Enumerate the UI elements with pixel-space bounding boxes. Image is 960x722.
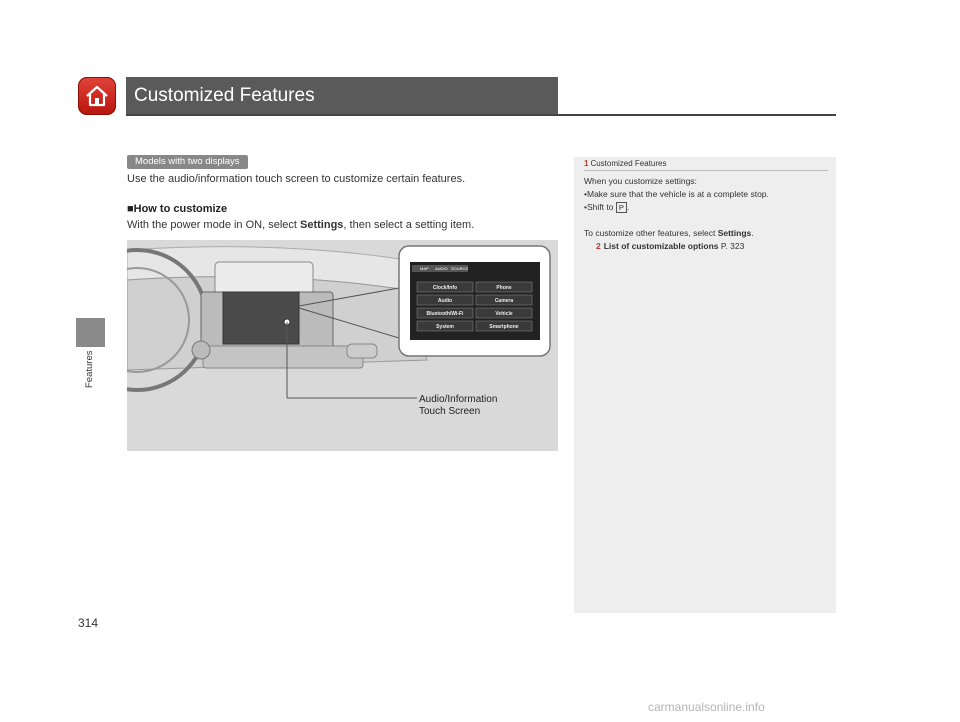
home-button[interactable] <box>78 77 116 115</box>
menu-item: Audio <box>437 298 453 304</box>
cross-reference-link[interactable]: 2 List of customizable options P. 323 <box>596 241 745 251</box>
screen-tab: SOURCE <box>451 266 469 271</box>
title-divider <box>126 114 836 116</box>
menu-item: Phone <box>496 285 512 291</box>
sidebar-panel <box>574 157 836 613</box>
section-heading: ■How to customize <box>127 203 228 215</box>
sidebar-bullet: •Shift to P . <box>584 202 630 212</box>
models-badge: Models with two displays <box>127 155 248 169</box>
menu-item: Smartphone <box>489 324 519 330</box>
chapter-label: Features <box>84 350 95 388</box>
menu-item: Clock/Info <box>432 285 458 291</box>
screen-tab: AUDIO <box>435 266 448 271</box>
sidebar-bullet: •Make sure that the vehicle is at a complete stop. <box>584 189 769 199</box>
page-title: Customized Features <box>126 77 558 114</box>
sidebar-text: When you customize settings: <box>584 176 697 186</box>
menu-item: Bluetooth/Wi-Fi <box>426 311 464 317</box>
sidebar-text: To customize other features, select Settings. <box>584 228 754 238</box>
how-to-text: With the power mode in ON, select Settings, then select a setting item. <box>127 219 475 231</box>
menu-item: System <box>436 324 454 330</box>
screen-tab-bar <box>412 265 468 272</box>
menu-item: Camera <box>494 298 514 304</box>
intro-text: Use the audio/information touch screen to customize certain features. <box>127 173 466 185</box>
screen-tab: MAP <box>420 266 429 271</box>
watermark: carmanualsonline.info <box>648 700 765 714</box>
sidebar-divider <box>584 170 828 171</box>
menu-item: Vehicle <box>495 311 513 317</box>
dashboard-illustration <box>127 240 558 451</box>
callout-label-line2: Touch Screen <box>419 406 481 417</box>
callout-label-line1: Audio/Information <box>419 394 498 405</box>
home-icon <box>84 84 110 108</box>
settings-label: Settings <box>300 219 344 231</box>
park-key: P <box>616 202 627 213</box>
page-number: 314 <box>78 616 99 630</box>
sidebar-heading: 1 Customized Features <box>584 159 667 168</box>
